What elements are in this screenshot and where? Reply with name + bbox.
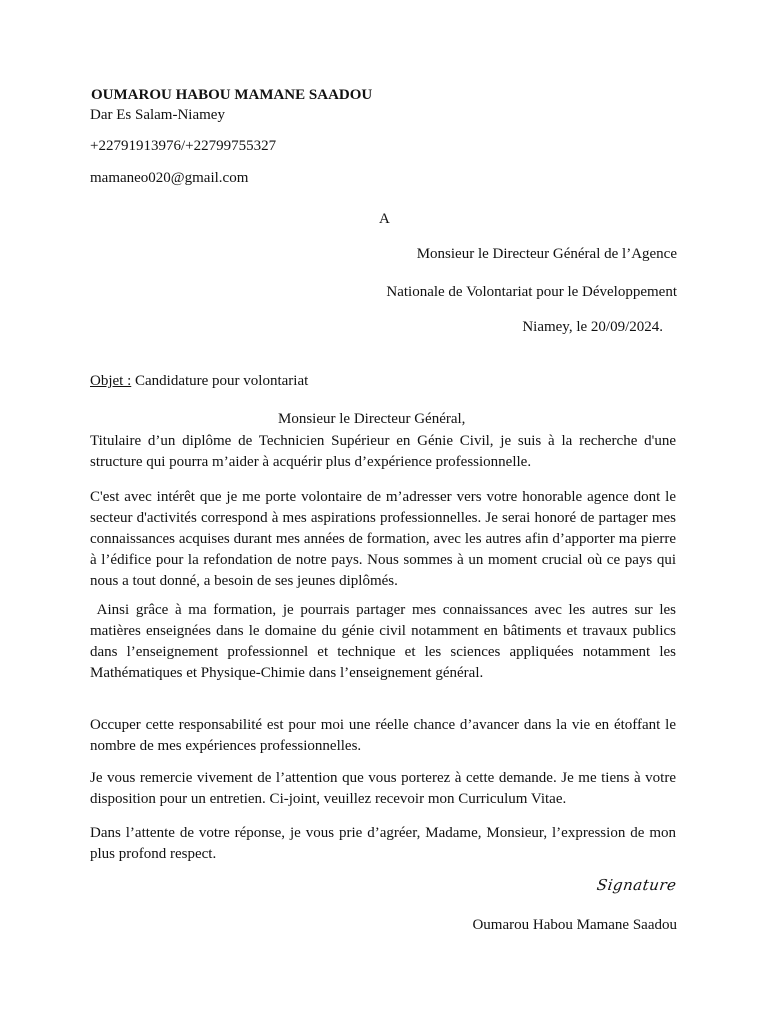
sender-phone: +22791913976/+22799755327 — [90, 138, 277, 154]
paragraph-3: Ainsi grâce à ma formation, je pourrais partager mes connaissances avec les autres sur les matières enseignées dans le domaine du génie civil notamment en bâtiments et travaux publics dans l’enseignement professionnel et technique et les sciences appliquées notamment les Mathématiques et Physique-Chimie dans l’enseignement général. — [90, 602, 680, 681]
paragraph-1: Titulaire d’un diplôme de Technicien Supérieur en Génie Civil, je suis à la recherche d'une structure qui pourra m’aider à acquérir plus d’expérience professionnelle. — [90, 433, 676, 470]
sender-address: Dar Es Salam-Niamey — [90, 107, 225, 123]
object-line — [90, 373, 308, 390]
sender-name: OUMAROU HABOU MAMANE SAADOU — [91, 87, 373, 103]
recipient-line-2: Nationale de Volontariat pour le Développement — [386, 284, 677, 300]
recipient-prefix: A — [379, 211, 390, 227]
paragraph-6: Dans l’attente de votre réponse, je vous prie d’agréer, Madame, Monsieur, l’expression de mon plus profond respect. — [90, 825, 676, 862]
signature: Signature — [596, 876, 679, 894]
object-text: Candidature pour volontariat — [131, 373, 309, 389]
paragraph-2: C'est avec intérêt que je me porte volontaire de m’adresser vers votre honorable agence dont le secteur d'activités correspond à mes aspirations professionnelles. Je serai honoré de partager mes connaissances acquises durant mes années de formation, avec les autres afin d’apporter ma pierre à l’édifice pour la refondation de notre pays. Nous sommes à un moment crucial où ce pays qui nous a tout donné, a besoin de ses jeunes diplômés. — [90, 489, 676, 589]
object-label: Objet : — [90, 373, 132, 389]
salutation: Monsieur le Directeur Général, — [278, 411, 466, 427]
paragraph-5: Je vous remercie vivement de l’attention que vous porterez à cette demande. Je me tiens à votre disposition pour un entretien. Ci-joint, veuillez recevoir mon Curriculum Vitae. — [90, 770, 676, 807]
recipient-line-1: Monsieur le Directeur Général de l’Agence — [416, 246, 677, 262]
paragraph-4: Occuper cette responsabilité est pour moi une réelle chance d’avancer dans la vie en étoffant le nombre de mes expériences professionnelles. — [90, 717, 676, 754]
date-line: Niamey, le 20/09/2024. — [522, 319, 663, 335]
sender-email: mamaneo020@gmail.com — [90, 170, 249, 186]
signer-name: Oumarou Habou Mamane Saadou — [472, 917, 677, 933]
